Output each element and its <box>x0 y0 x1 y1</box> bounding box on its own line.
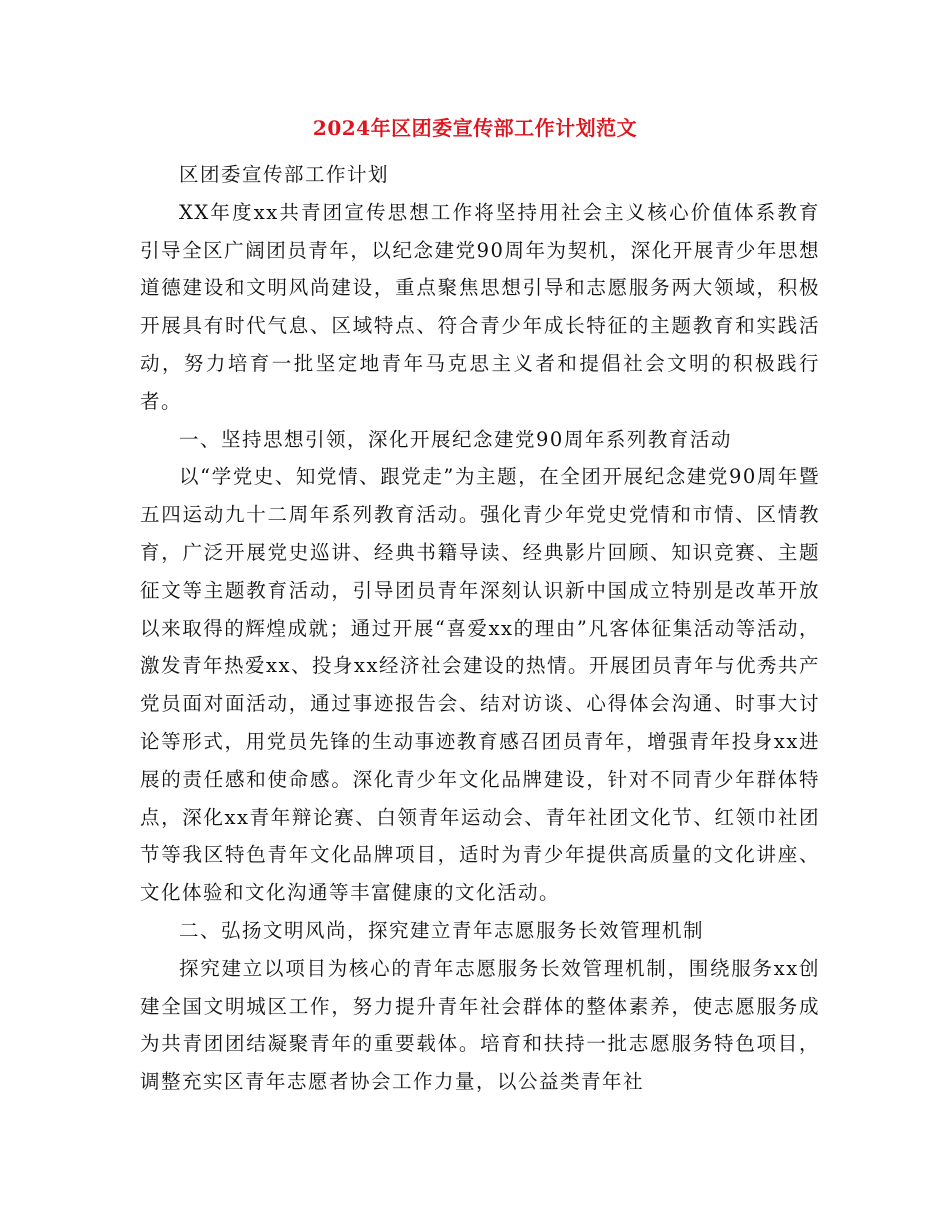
document-subtitle: 区团委宣传部工作计划 <box>179 163 390 186</box>
document-title: 2024年区团委宣传部工作计划范文 <box>312 116 638 140</box>
intro-paragraph: XX年度xx共青团宣传思想工作将坚持用社会主义核心价值体系教育引导全区广阔团员青年，以纪念建党90周年为契机，深化开展青少年思想道德建设和文明风尚建设，重点聚焦思想引导和志愿服务两大领域，积极开展具有时代气息、区域特点、符合青少年成长特征的主题教育和实践活动，努力培育一批坚定地青年马克思主义者和提倡社会文明的积极践行者。 <box>140 200 820 413</box>
section-heading-2: 二、弘扬文明风尚，探究建立青年志愿服务长效管理机制 <box>179 918 705 942</box>
section-2-paragraph: 探究建立以项目为核心的青年志愿服务长效管理机制，围绕服务xx创建全国文明城区工作，努力提升青年社会群体的整体素养，使志愿服务成为共青团团结凝聚青年的重要载体。培育和扶持一批志愿服务特色项目，调整充实区青年志愿者协会工作力量，以公益类青年社 <box>140 956 820 1094</box>
section-1-paragraph: 以“学党史、知党情、跟党走”为主题，在全团开展纪念建党90周年暨五四运动九十二周年系列教育活动。强化青少年党史党情和市情、区情教育，广泛开展党史巡讲、经典书籍导读、经典影片回顾、知识竞赛、主题征文等主题教育活动，引导团员青年深刻认识新中国成立特别是改革开放以来取得的辉煌成就；通过开展“喜爱xx的理由”凡客体征集活动等活动，激发青年热爱xx、投身xx经济社会建设的热情。开展团员青年与优秀共产党员面对面活动，通过事迹报告会、结对访谈、心得体会沟通、时事大讨论等形式，用党员先锋的生动事迹教育感召团员青年，增强青年投身xx进展的责任感和使命感。深化青少年文化品牌建设，针对不同青少年群体特点，深化xx青年辩论赛、白领青年运动会、青年社团文化节、红领巾社团节等我区特色青年文化品牌项目，适时为青少年提供高质量的文化讲座、文化体验和文化沟通等丰富健康的文化活动。 <box>140 465 820 905</box>
section-heading-1: 一、坚持思想引领，深化开展纪念建党90周年系列教育活动 <box>179 427 732 451</box>
document-body <box>140 156 820 1101</box>
